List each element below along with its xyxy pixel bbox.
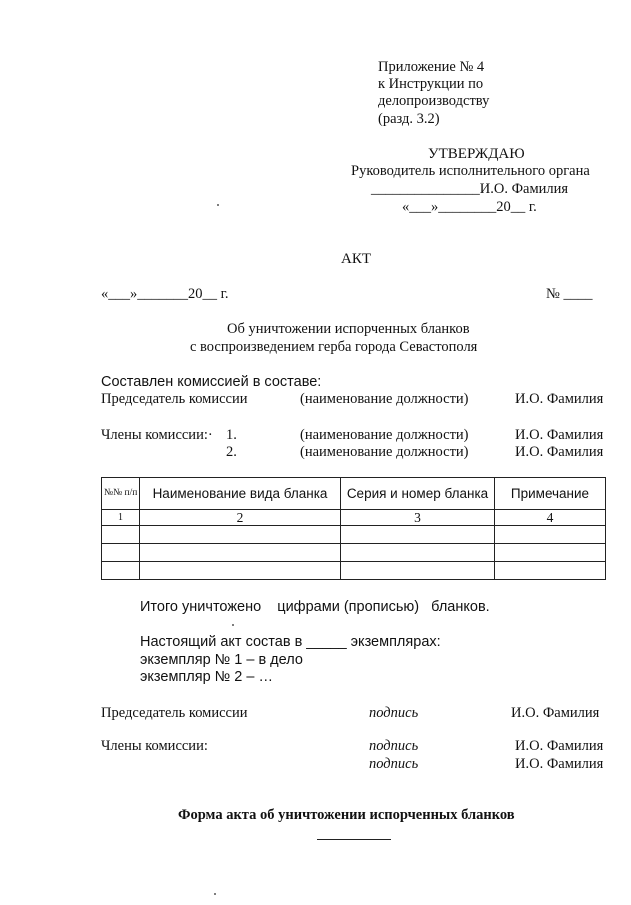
table-cell	[341, 526, 495, 544]
appendix-line-2: к Инструкции по	[378, 76, 484, 92]
table-header-row	[102, 478, 606, 510]
approval-position: Руководитель исполнительного органа	[351, 163, 590, 179]
signatures-chairman-name: И.О. Фамилия	[511, 705, 600, 721]
footer-caption: Форма акта об уничтожении испорченных бланков	[178, 807, 515, 823]
signatures-chairman-label: Председатель комиссии	[101, 705, 248, 721]
commission-members-label: Члены комиссии:·	[101, 427, 213, 443]
table-cell	[495, 562, 606, 580]
commission-composed: Составлен комиссией в составе:	[101, 374, 322, 390]
approval-signature-line: _______________И.О. Фамилия	[371, 181, 569, 197]
act-title: АКТ	[341, 251, 371, 267]
totals-destroyed: Итого уничтожено цифрами (прописью) бланков.	[140, 599, 490, 615]
commission-member-2-num: 2.	[226, 444, 237, 460]
table-header-note: Примечание	[495, 478, 606, 510]
table-row	[102, 562, 606, 580]
table-cell	[102, 526, 140, 544]
table-cell	[495, 544, 606, 562]
signatures-member-2-sign: подпись	[369, 756, 419, 772]
table-cell	[140, 526, 341, 544]
table-row	[102, 544, 606, 562]
scan-speck	[214, 893, 216, 895]
table-header-series-number: Серия и номер бланка	[341, 478, 495, 510]
act-subject-line-2: с воспроизведением герба города Севастополя	[190, 339, 478, 355]
commission-member-1-num: 1.	[226, 427, 237, 443]
commission-chairman-label: Председатель комиссии	[101, 391, 248, 407]
table-index-cell: 2	[140, 510, 341, 526]
table-cell	[140, 562, 341, 580]
table-cell	[341, 544, 495, 562]
totals-copy-2: экземпляр № 2 – …	[140, 669, 273, 685]
table-index-row	[102, 510, 606, 526]
table-cell	[102, 562, 140, 580]
act-date: «___»_______20__ г.	[101, 286, 229, 302]
table-index-cell: 4	[495, 510, 606, 526]
appendix-line-1: Приложение № 4	[378, 59, 485, 75]
scan-speck	[217, 204, 219, 206]
table-row	[102, 526, 606, 544]
commission-member-2-position: (наименование должности)	[300, 444, 469, 460]
signatures-member-1-name: И.О. Фамилия	[515, 738, 604, 754]
scan-speck	[232, 624, 234, 626]
commission-member-2-name: И.О. Фамилия	[515, 444, 604, 460]
table-index-cell: 1	[102, 510, 140, 526]
commission-member-1-name: И.О. Фамилия	[515, 427, 604, 443]
table-header-blank-type: Наименование вида бланка	[140, 478, 341, 510]
signatures-chairman-sign: подпись	[369, 705, 419, 721]
table-cell	[140, 544, 341, 562]
totals-copy-1: экземпляр № 1 – в дело	[140, 652, 303, 668]
commission-chairman-position: (наименование должности)	[300, 391, 469, 407]
act-subject-line-1: Об уничтожении испорченных бланков	[227, 321, 470, 337]
signatures-member-1-sign: подпись	[369, 738, 419, 754]
commission-chairman-name: И.О. Фамилия	[515, 391, 604, 407]
table-cell	[495, 526, 606, 544]
table-header-number: №№ п/п	[102, 478, 140, 510]
table-cell	[102, 544, 140, 562]
approval-heading: УТВЕРЖДАЮ	[428, 146, 525, 162]
act-number: № ____	[546, 286, 593, 302]
appendix-line-4: (разд. 3.2)	[378, 111, 440, 127]
totals-copies: Настоящий акт состав в _____ экземплярах:	[140, 634, 441, 650]
signatures-members-label: Члены комиссии:	[101, 738, 208, 754]
footer-underline	[317, 839, 391, 840]
table-cell	[341, 562, 495, 580]
table-index-cell: 3	[341, 510, 495, 526]
blanks-table	[101, 477, 606, 580]
commission-member-1-position: (наименование должности)	[300, 427, 469, 443]
appendix-line-3: делопроизводству	[378, 93, 490, 109]
approval-date-line: «___»________20__ г.	[402, 199, 537, 215]
signatures-member-2-name: И.О. Фамилия	[515, 756, 604, 772]
